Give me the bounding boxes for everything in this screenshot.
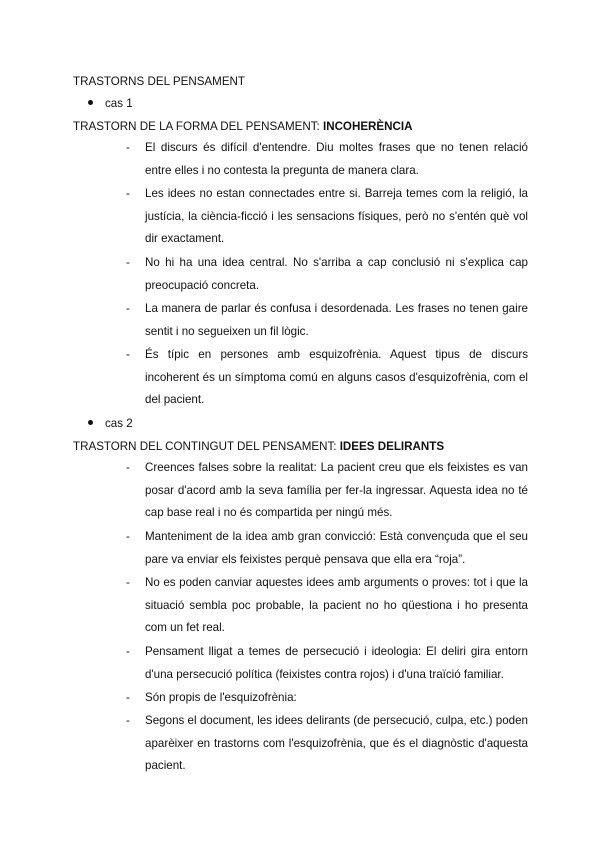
case-2-bullet — [88, 416, 133, 431]
case-1-item-5-text: És típic en persones amb esquizofrènia. Aquest tipus de discurs incoherent és un símptoma comú en alguns casos d'esquizofrènia, com el del pacient. — [145, 348, 528, 407]
case-1-item-4: - La manera de parlar és confusa i desordenada. Les frases no tenen gaire sentit i no segueixen un fil lògic. — [126, 298, 528, 343]
case-2-item-5: - Són propis de l'esquizofrènia: — [126, 687, 528, 710]
case-2-item-4-text: Pensament lligat a temes de persecució i ideologia: El deliri gira entorn d'una persecució política (feixistes contra rojos) i d'una traïció familiar. — [145, 645, 528, 681]
case-2-heading-prefix: TRASTORN DEL CONTINGUT DEL PENSAMENT: — [73, 440, 340, 453]
case-1-heading-bold: INCOHERÈNCIA — [322, 120, 413, 133]
case-1-item-2: - Les idees no estan connectades entre si. Barreja temes com la religió, la justícia, la ciència-ficció i les sensacions físiques, però no s'entén què vol dir exactament. — [126, 183, 528, 251]
case-1-item-5: - És típic en persones amb esquizofrènia. Aquest tipus de discurs incoherent és un símptoma comú en alguns casos d'esquizofrènia, com el del pacient. — [126, 344, 528, 412]
case-1-item-4-text: La manera de parlar és confusa i desordenada. Les frases no tenen gaire sentit i no segueixen un fil lògic. — [145, 302, 528, 338]
bullet-dot-icon — [88, 100, 93, 105]
case-2-item-1: - Creences falses sobre la realitat: La pacient creu que els feixistes es van posar d'acord amb la seva família per fer-la ingressar. Aquesta idea no té cap base real i no és compartida per ningú més. — [126, 457, 528, 525]
case-1-heading-prefix: TRASTORN DE LA FORMA DEL PENSAMENT: — [73, 120, 323, 133]
case-1-item-2-text: Les idees no estan connectades entre si. Barreja temes com la religió, la justícia, la ciència-ficció i les sensacions físiques, però no s'entén què vol dir exactament. — [145, 187, 528, 246]
case-1-item-3-text: No hi ha una idea central. No s'arriba a cap conclusió ni s'explica cap preocupació concreta. — [145, 256, 528, 292]
case-2-label: cas 2 — [105, 417, 133, 430]
case-2-item-6-text: Segons el document, les idees delirants (de persecució, culpa, etc.) poden aparèixer en trastorns com l'esquizofrènia, que és el diagnòstic d'aquesta pacient. — [145, 714, 528, 773]
case-1-heading — [73, 119, 413, 134]
case-2-item-3-text: No es poden canviar aquestes idees amb arguments o proves: tot i que la situació sembla poc probable, la pacient no ho qüestiona i ho presenta com un fet real. — [145, 576, 528, 635]
document-title: TRASTORNS DEL PENSAMENT — [73, 75, 246, 88]
case-2-item-6: - Segons el document, les idees delirants (de persecució, culpa, etc.) poden aparèixer en trastorns com l'esquizofrènia, que és el diagnòstic d'aquesta pacient. — [126, 710, 528, 778]
case-1-label: cas 1 — [105, 97, 133, 110]
case-1-item-1: - El discurs és difícil d'entendre. Diu moltes frases que no tenen relació entre elles i no contesta la pregunta de manera clara. — [126, 137, 528, 182]
case-2-item-1-text: Creences falses sobre la realitat: La pacient creu que els feixistes es van posar d'acord amb la seva família per fer-la ingressar. Aquesta idea no té cap base real i no és compartida per ningú més. — [145, 461, 528, 520]
case-2-item-4: - Pensament lligat a temes de persecució i ideologia: El deliri gira entorn d'una persecució política (feixistes contra rojos) i d'una traïció familiar. — [126, 641, 528, 686]
case-2-heading-bold: IDEES DELIRANTS — [339, 440, 445, 453]
case-2-item-2: - Manteniment de la idea amb gran convicció: Està convençuda que el seu pare va enviar els feixistes perquè pensava que ella era “roja”. — [126, 526, 528, 571]
bullet-dot-icon — [88, 420, 93, 425]
case-2-item-3: - No es poden canviar aquestes idees amb arguments o proves: tot i que la situació sembla poc probable, la pacient no ho qüestiona i ho presenta com un fet real. — [126, 572, 528, 640]
case-2-item-5-text: Són propis de l'esquizofrènia: — [145, 691, 297, 704]
case-1-item-3: - No hi ha una idea central. No s'arriba a cap conclusió ni s'explica cap preocupació concreta. — [126, 252, 528, 297]
case-2-item-2-text: Manteniment de la idea amb gran convicció: Està convençuda que el seu pare va enviar els feixistes perquè pensava que ella era “roja”. — [145, 530, 528, 566]
case-2-heading — [73, 439, 444, 454]
case-1-bullet — [88, 96, 133, 111]
case-1-item-1-text: El discurs és difícil d'entendre. Diu moltes frases que no tenen relació entre elles i no contesta la pregunta de manera clara. — [145, 141, 528, 177]
